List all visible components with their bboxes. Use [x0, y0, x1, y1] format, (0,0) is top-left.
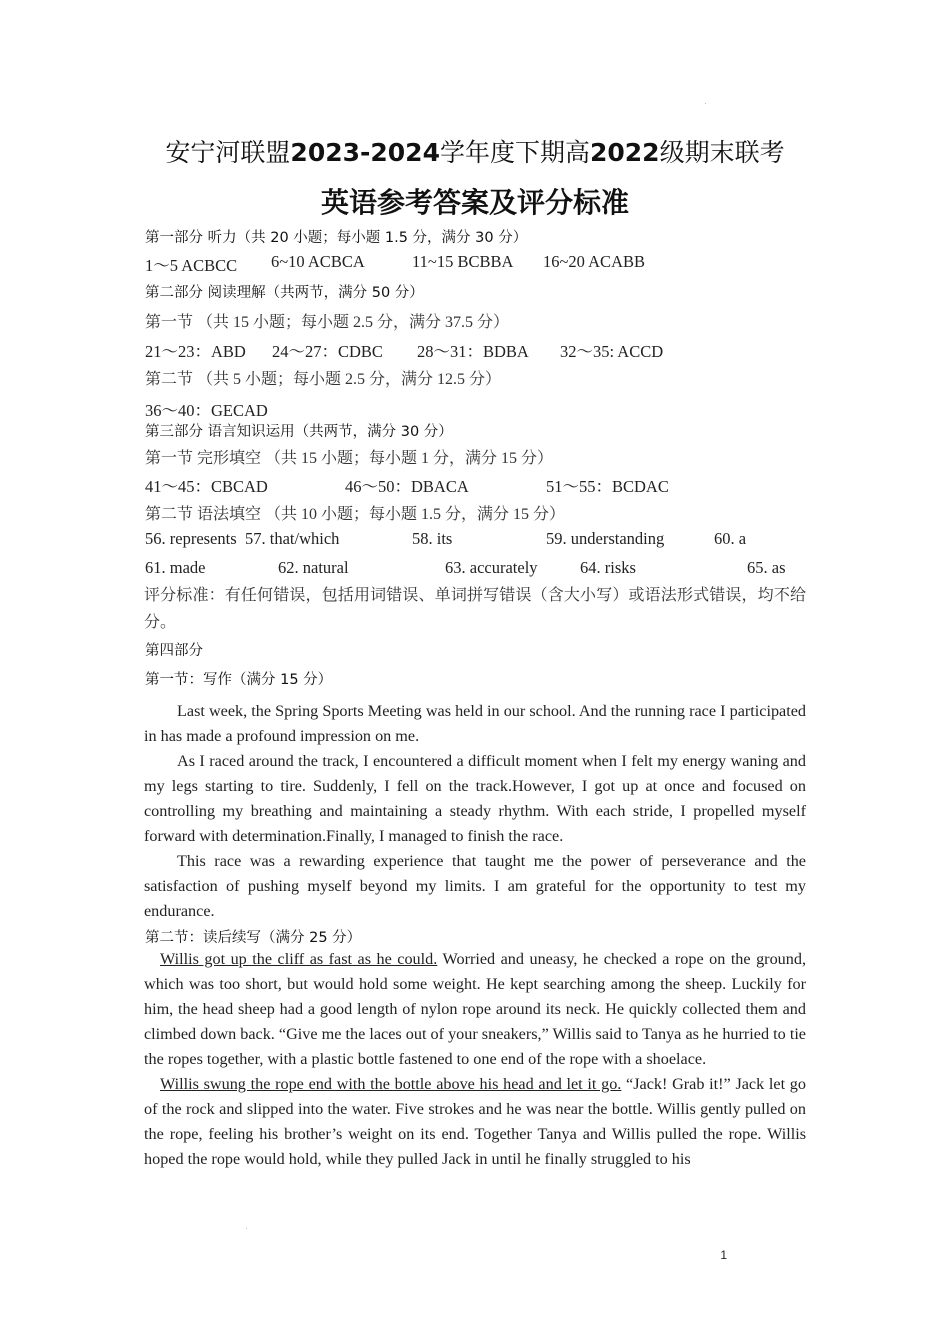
continuation-writing	[144, 947, 806, 1172]
part4-header: 第四部分	[145, 643, 203, 659]
answer-group: 28～31：BDBA	[417, 342, 529, 361]
grammar-answer: 57. that/which	[245, 529, 340, 548]
answer-group: 6~10 ACBCA	[271, 252, 365, 271]
title-term: 学年度下期高	[439, 138, 590, 167]
answer-group: 11~15 BCBBA	[412, 252, 514, 271]
answer-group: 1～5 ACBCC	[145, 256, 238, 275]
answer-group: 24～27：CDBC	[272, 342, 383, 361]
grammar-answer: 61. made	[145, 558, 206, 577]
answer-group: 32～35: ACCD	[560, 342, 664, 361]
answer-group: 41～45：CBCAD	[145, 477, 268, 496]
grammar-answer: 58. its	[412, 529, 453, 548]
part3-section2-header: 第二节 语法填空 （共 10 小题；每小题 1.5 分，满分 15 分）	[145, 506, 566, 523]
answer-group: 51～55：BCDAC	[546, 477, 669, 496]
grammar-answer: 64. risks	[580, 558, 636, 577]
page-number: 1	[720, 1248, 727, 1262]
scan-speck	[246, 1228, 247, 1229]
grammar-answer: 62. natural	[278, 558, 349, 577]
essay-paragraph: As I raced around the track, I encountered a difficult moment when I felt my energy waning and my legs starting to tire. Suddenly, I fell on the track.However, I got up at once and focused on controlling my breathing and maintaining a steady rhythm. With each stride, I propelled myself forward with determination.Finally, I managed to finish the race.	[144, 752, 806, 845]
grammar-answer: 56. represents	[145, 529, 237, 548]
part2-section2-header: 第二节 （共 5 小题；每小题 2.5 分，满分 12.5 分）	[145, 371, 502, 388]
essay-paragraph: Last week, the Spring Sports Meeting was held in our school. And the running race I participated in has made a profound impression on me.	[144, 702, 806, 745]
answer-group: 21～23：ABD	[145, 342, 246, 361]
grading-note: 评分标准：有任何错误，包括用词错误、单词拼写错误（含大小写）或语法形式错误，均不给分。	[144, 587, 806, 631]
given-opening-sentence: Willis got up the cliff as fast as he could.	[160, 950, 438, 968]
continuation-paragraph	[144, 947, 806, 1072]
grammar-answer: 65. as	[747, 558, 786, 577]
part4-section2-header: 第二节：读后续写（满分 25 分）	[145, 930, 362, 946]
answer-group: 16~20 ACABB	[543, 252, 645, 271]
grammar-answer: 63. accurately	[445, 558, 538, 577]
grammar-answer: 60. a	[714, 529, 747, 548]
writing-essay	[144, 699, 806, 924]
title-grade: 2022	[589, 138, 660, 167]
paragraph-body: “Jack! Grab it!” Jack let go of the rock and slipped into the water. Five strokes and he was near the bottle. Willis gently pulled on the rope, feeling his brother’s weight on its end. Together Tanya and Willis pulled the rope. Willis hoped the rope would hold, while they pulled Jack in until he finally struggled to his	[144, 1075, 806, 1168]
given-opening-sentence: Willis swung the rope end with the bottle above his head and let it go.	[160, 1075, 622, 1093]
answer-group: 46～50：DBACA	[345, 477, 469, 496]
document-title	[0, 133, 950, 169]
continuation-paragraph	[144, 1072, 806, 1172]
document-subtitle: 英语参考答案及评分标准	[320, 186, 629, 219]
title-exam: 级期末联考	[659, 138, 785, 167]
part1-header: 第一部分 听力（共 20 小题；每小题 1.5 分，满分 30 分）	[145, 230, 528, 246]
essay-paragraph: This race was a rewarding experience that taught me the power of perseverance and the satisfaction of pushing myself beyond my limits. I am grateful for the opportunity to test my endurance.	[144, 852, 806, 920]
grammar-answer: 59. understanding	[546, 529, 665, 548]
answer-group: 36～40：GECAD	[145, 401, 268, 420]
title-org: 安宁河联盟	[165, 138, 291, 167]
title-year: 2023-2024	[290, 138, 440, 167]
part2-section1-header: 第一节 （共 15 小题；每小题 2.5 分，满分 37.5 分）	[145, 314, 510, 331]
part3-section1-header: 第一节 完形填空 （共 15 小题；每小题 1 分，满分 15 分）	[145, 450, 554, 467]
part3-header: 第三部分 语言知识运用（共两节，满分 30 分）	[145, 424, 453, 440]
scan-speck	[705, 103, 706, 104]
part2-header: 第二部分 阅读理解（共两节，满分 50 分）	[145, 285, 424, 301]
part4-section1-header: 第一节：写作（满分 15 分）	[145, 672, 333, 688]
paragraph-body: Worried and uneasy, he checked a rope on the ground, which was too short, but would hold some weight. He kept searching among the sheep. Luckily for him, the head sheep had a good length of nylon rope around its neck. He quickly collected them and climbed down back. “Give me the laces out of your sneakers,” Willis said to Tanya as he hurried to tie the ropes together, with a plastic bottle fastened to one end of the rope with a shoelace.	[144, 950, 806, 1068]
